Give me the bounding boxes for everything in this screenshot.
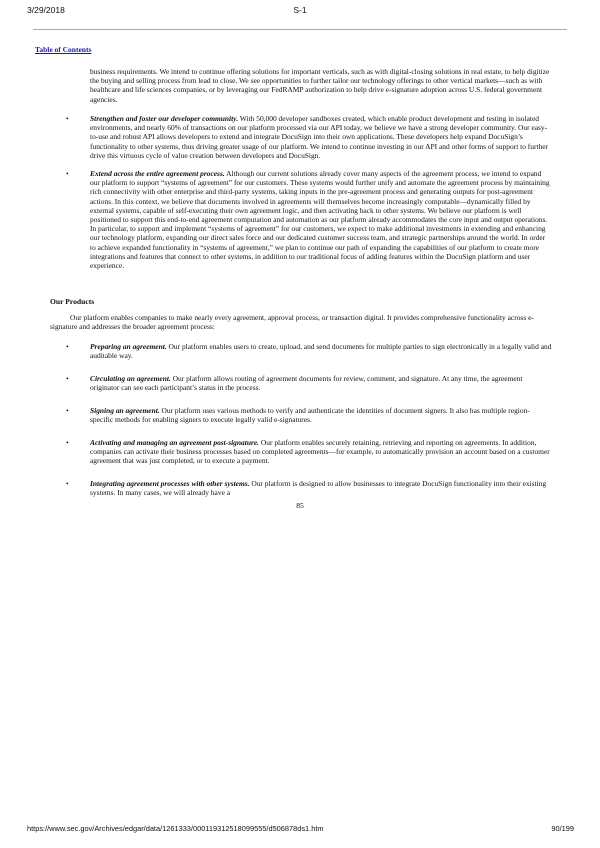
bullet-body: Our platform is designed to allow businesses to integrate DocuSign functionality into their existing systems. In many cases, we will already have a bbox=[90, 479, 547, 498]
bullet-lead: Extend across the entire agreement process. bbox=[90, 169, 225, 178]
continuation-paragraph: business requirements. We intend to continue offering solutions for important verticals, such as with digital-closing solutions in real estate, to help digitize the buying and selling process from lead to close. We see opportunities to further tailor our technology offerings to other vertical markets—such as with healthcare and life sciences companies, or by leveraging our FedRAMP authorization to help drive e-signature adoption across U.S. federal government agencies. bbox=[90, 67, 550, 104]
footer-page-count: 90/199 bbox=[551, 824, 574, 833]
bullet-lead: Strengthen and foster our developer community. bbox=[90, 114, 239, 123]
page-number: 85 bbox=[296, 501, 304, 510]
bullet-icon: • bbox=[66, 114, 69, 123]
bullet-lead: Signing an agreement. bbox=[90, 406, 160, 415]
bullet-icon: • bbox=[66, 438, 69, 447]
bullet-body: Our platform allows routing of agreement documents for review, comment, and signature. At any time, the agreement originator can see each participant’s status in the process. bbox=[90, 374, 523, 393]
bullet-text bbox=[90, 342, 552, 360]
bullet-icon: • bbox=[66, 169, 69, 178]
print-header-date: 3/29/2018 bbox=[27, 5, 65, 15]
bullet-text bbox=[90, 114, 552, 160]
bullet-lead: Integrating agreement processes with other systems. bbox=[90, 479, 250, 488]
bullet-text bbox=[90, 438, 552, 466]
bullet-lead: Circulating an agreement. bbox=[90, 374, 171, 383]
bullet-text bbox=[90, 169, 552, 270]
bullet-body: Our platform enables securely retaining, retrieving and reporting on agreements. In addition, companies can activate their business processes based on completed agreements—for example, to automatically provision an account based on a customer agreement that was just completed, or to execute a payment. bbox=[90, 438, 550, 466]
bullet-icon: • bbox=[66, 342, 69, 351]
header-rule bbox=[33, 29, 567, 30]
bullet-icon: • bbox=[66, 406, 69, 415]
section-heading-our-products: Our Products bbox=[50, 297, 95, 306]
table-of-contents-link[interactable]: Table of Contents bbox=[35, 45, 92, 54]
bullet-lead: Activating and managing an agreement post-signature. bbox=[90, 438, 260, 447]
bullet-text bbox=[90, 374, 552, 392]
bullet-body: Our platform enables users to create, upload, and send documents for multiple parties to sign electronically in a legally valid and auditable way. bbox=[90, 342, 552, 361]
bullet-text bbox=[90, 406, 552, 424]
bullet-body: Although our current solutions already cover many aspects of the agreement process, we intend to expand our platform to support “systems of agreement” for our customers. These systems would further unify and automate the agreement process by maintaining rich connectivity with other enterprise and third-party systems, taking inputs in the pre-agreement process and generating outputs for post-agreement actions. In this context, we believe that documents involved in agreements will themselves become increasingly computable—dynamically filled by external systems, capable of self-executing their own agreement logic, and then activating back to other systems. We believe our platform is well positioned to support this end-to-end agreement computation and automation as our platform already accommodates the core input and output operations. In particular, to support and implement “systems of agreement” for our customers, we expect to make additional investments in extending and enhancing our technology platform, expanding our direct sales force and our dedicated customer success team, and strategic partnerships around the world. In order to achieve expanded functionality in “systems of agreement,” we plan to continue our path of expanding the capabilities of our platform to create more integrations and features that connect to other systems, in addition to our traditional focus of adding features within the DocuSign platform and user experience. bbox=[90, 169, 550, 271]
bullet-body: With 50,000 developer sandboxes created, which enable product development and testing in isolated environments, and nearly 60% of transactions on our platform processed via our API today, we believe we have a strong developer community. Our easy-to-use and robust API allows developers to extend and integrate DocuSign into their own applications. These developers help expand DocuSign’s functionality to other systems, thus driving greater usage of our platform. We intend to continue investing in our API and other forms of support to further drive this virtuous cycle of value creation between developers and DocuSign. bbox=[90, 114, 549, 160]
products-intro-paragraph: Our platform enables companies to make nearly every agreement, approval process, or transaction digital. It provides comprehensive functionality across e-signature and addresses the broader agreement process: bbox=[50, 313, 534, 332]
bullet-lead: Preparing an agreement. bbox=[90, 342, 167, 351]
bullet-icon: • bbox=[66, 374, 69, 383]
print-header-title: S-1 bbox=[293, 5, 307, 15]
bullet-body: Our platform uses various methods to verify and authenticate the identities of document signers. It also has multiple region-specific methods for enabling signers to execute legally valid e-signatures. bbox=[90, 406, 530, 425]
bullet-text bbox=[90, 479, 552, 497]
footer-url: https://www.sec.gov/Archives/edgar/data/1261333/000119312518099555/d506878ds1.htm bbox=[27, 824, 324, 833]
bullet-icon: • bbox=[66, 479, 69, 488]
